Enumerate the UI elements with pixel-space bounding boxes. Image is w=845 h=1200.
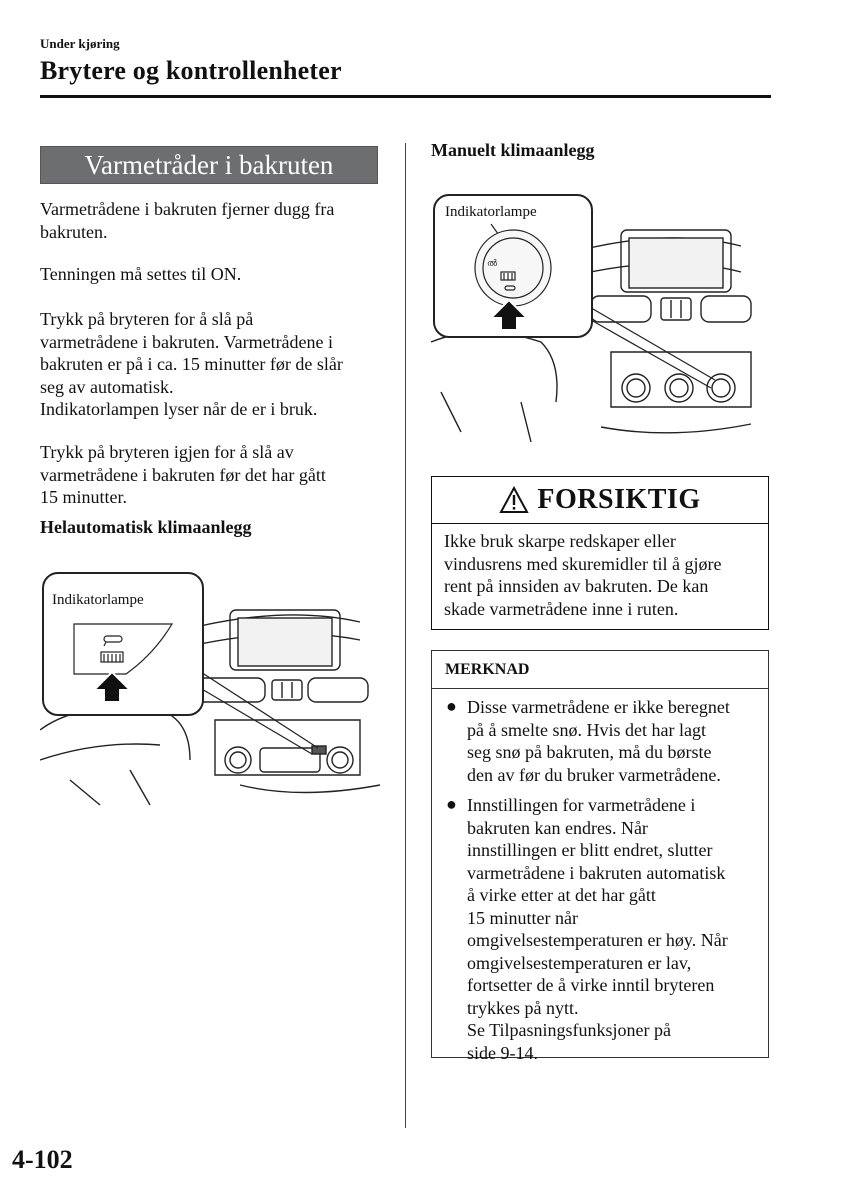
title-rule [40,95,771,98]
caution-box [431,476,769,630]
caution-text: Ikke bruk skarpe redskaper eller vindusrens med skuremidler til å gjøre rent på innsiden av bakruten. De kan skade varmetrådene inne i ruten. [444,531,722,619]
bullet-icon: ● [446,696,457,716]
figure-label: Indikatorlampe [445,204,537,220]
caution-title: FORSIKTIG [537,484,701,515]
note-item: Innstillingen for varmetrådene i bakruten kan endres. Når innstillingen er blitt endret, slutter varmetrådene i bakruten automatisk å virke etter at det har gått 15 minutter når omgivelsestemperaturen er høy. Når omgivelsestemperaturen er lav, fortsetter de å virke inntil bryteren trykkes på nytt. Se Tilpasningsfunksjoner på side 9-14. [467,795,728,1063]
paragraph: Varmetrådene i bakruten fjerner dugg fra bakruten. [40,199,335,242]
figure-label: Indikatorlampe [52,592,144,608]
indicator-detail-callout [42,572,204,716]
page-title: Brytere og kontrollenheter [40,56,342,85]
note-item: Disse varmetrådene er ikke beregnet på å smelte snø. Hvis det har lagt seg snø på bakruten, må du børste den av før du bruker varmetrådene. [467,697,730,785]
paragraph: Tenningen må settes til ON. [40,264,242,284]
warning-triangle-icon [499,486,529,514]
indicator-detail-callout [433,194,593,338]
press-arrow-icon [94,672,130,702]
dashboard-figure-manual [431,192,771,447]
page-number: 4-102 [12,1145,73,1174]
bullet-icon: ● [446,794,457,814]
paragraph: Trykk på bryteren igjen for å slå av varmetrådene i bakruten før det har gått 15 minutter. [40,442,326,507]
section-label: Under kjøring [40,36,120,51]
svg-text:ൽ: ൽ [487,259,498,269]
section-heading: Varmetråder i bakruten [40,146,378,184]
paragraph: Trykk på bryteren for å slå på varmetrådene i bakruten. Varmetrådene i bakruten er på i ca. 15 minutter før de slår seg av automatisk. Indikatorlampen lyser når de er i bruk. [40,309,343,419]
caution-header [432,477,768,524]
dashboard-figure-auto [40,570,400,810]
note-box [431,650,769,1063]
column-divider [405,143,406,1128]
subheading-full-auto: Helautomatisk klimaanlegg [40,517,252,537]
note-title: MERKNAD [432,651,768,689]
rear-defroster-icon [101,652,123,662]
subheading-manual: Manuelt klimaanlegg [431,140,595,160]
